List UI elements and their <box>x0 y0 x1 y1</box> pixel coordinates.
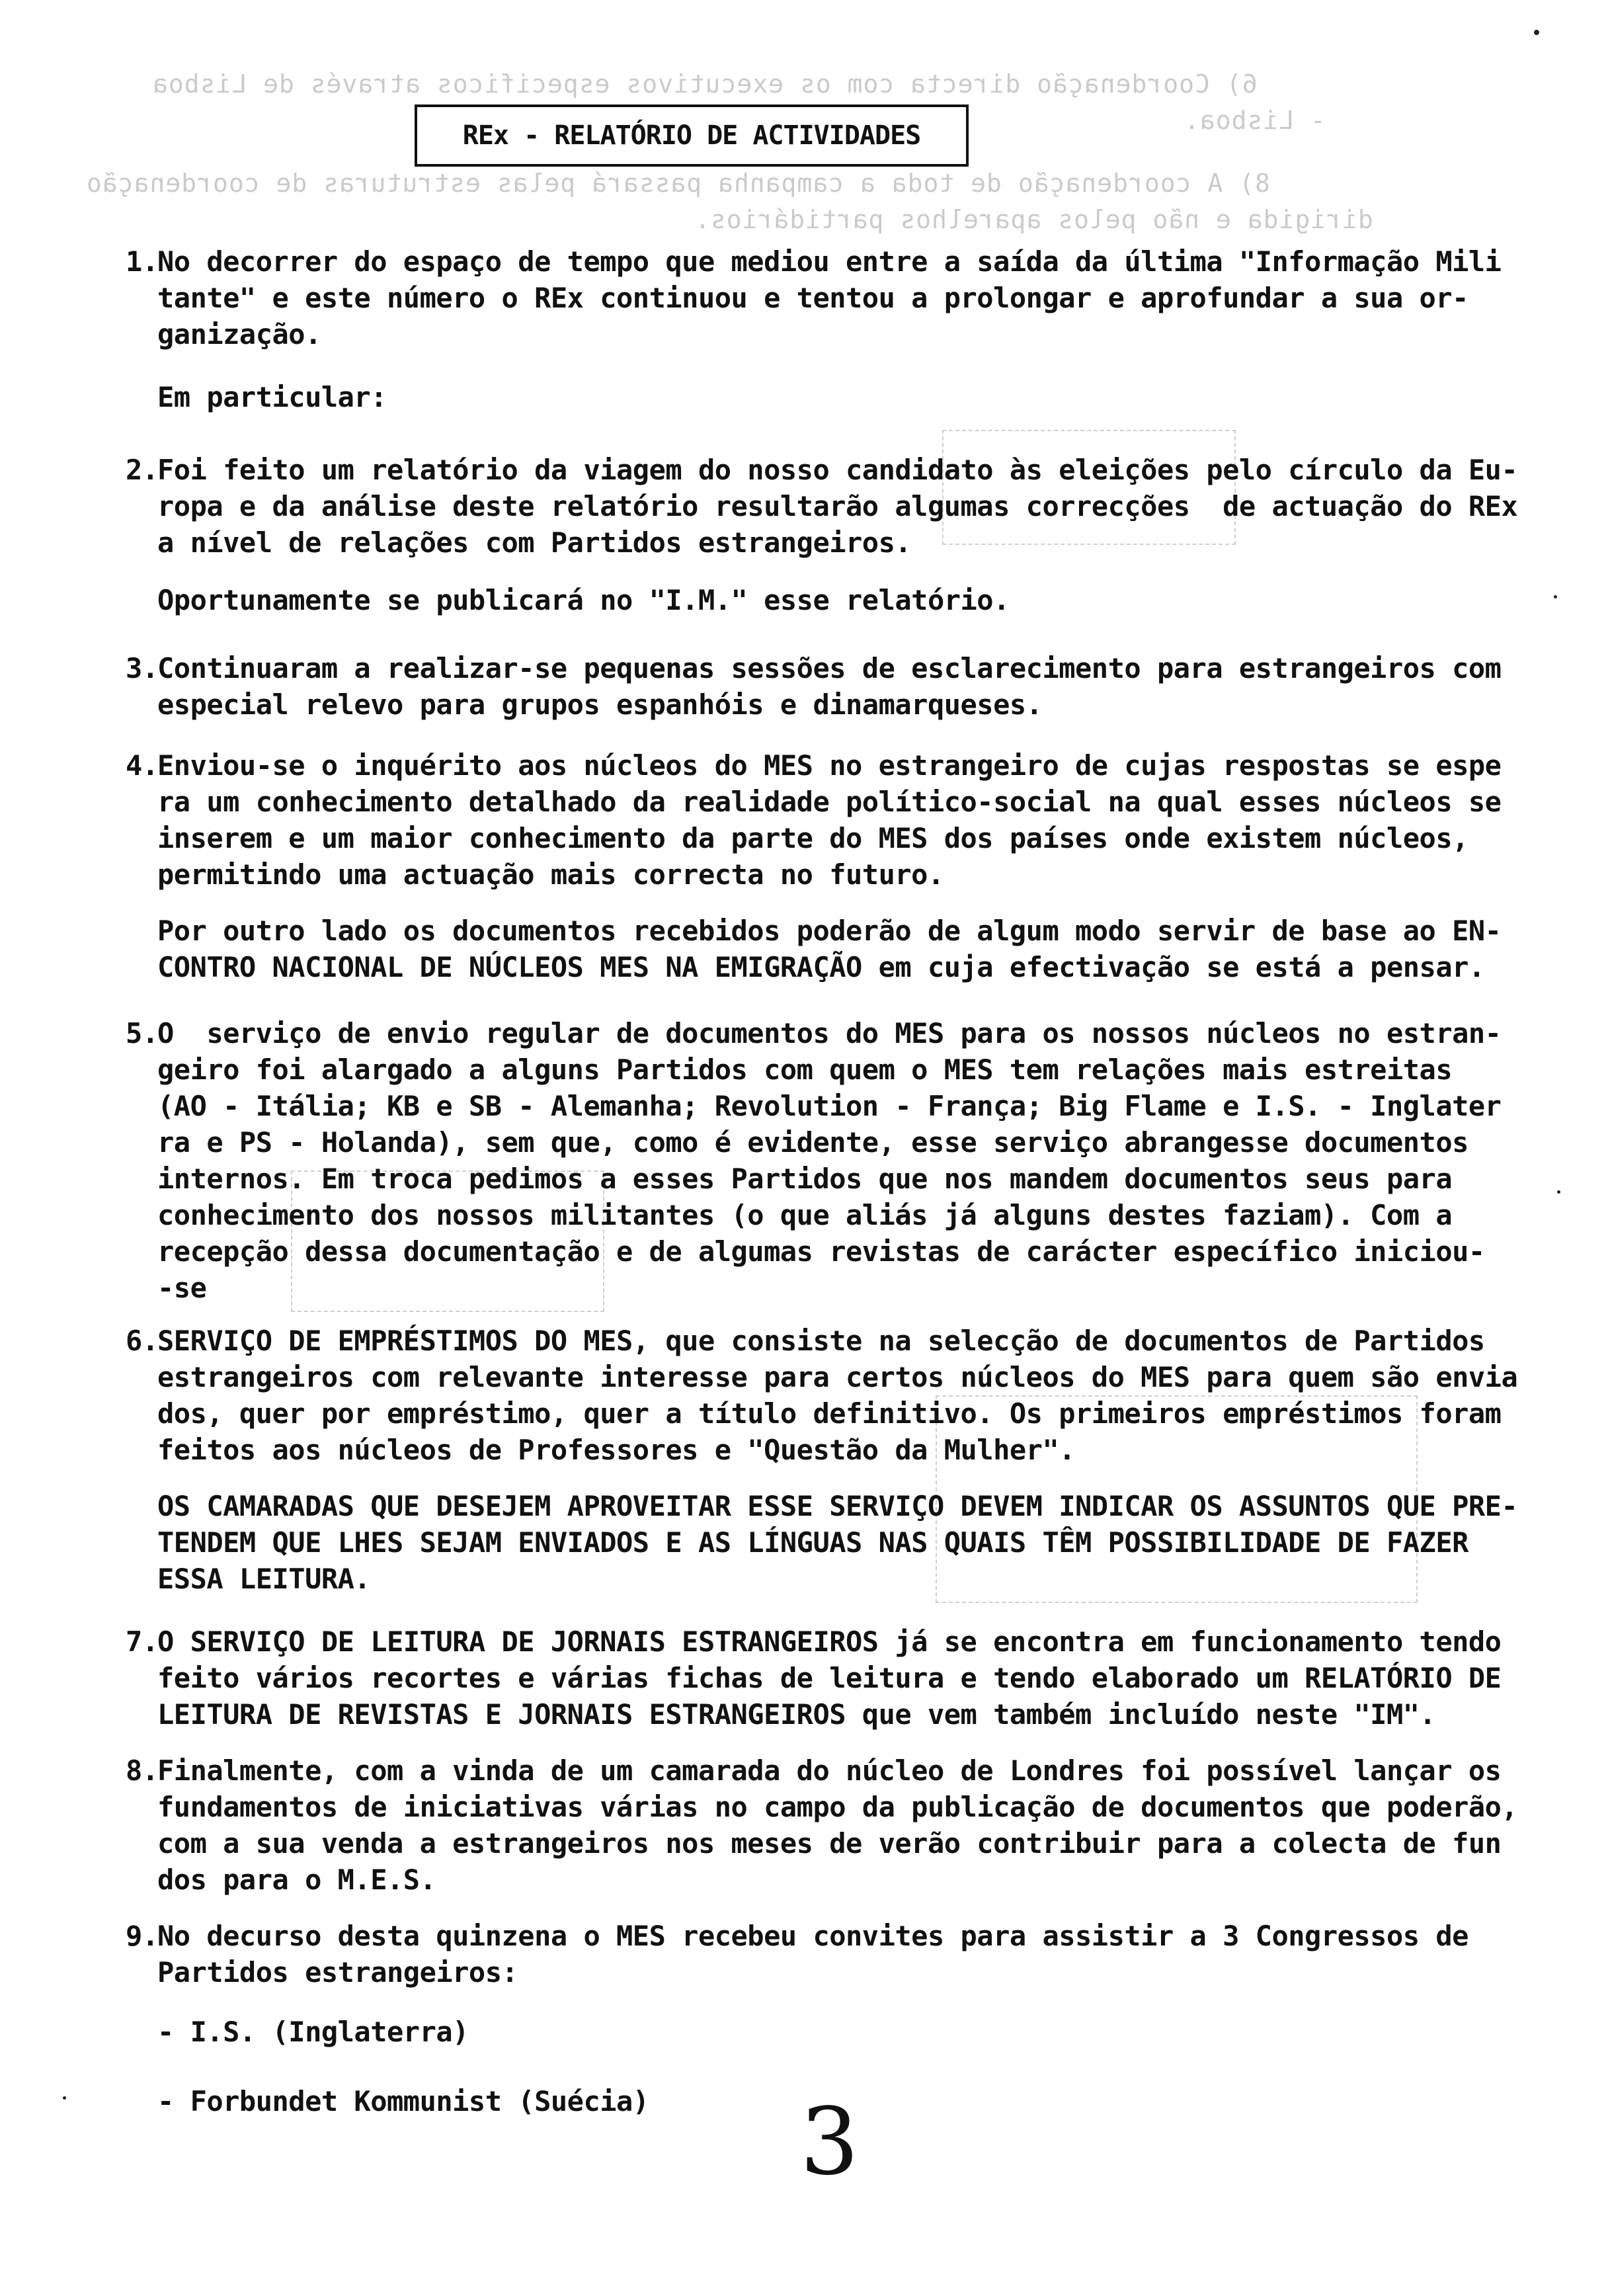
bleed-through-line: 6) Coordenação directa com os executivos especificos através de Lisboa <box>152 69 1258 99</box>
item-number: 8. <box>126 1754 159 1787</box>
document-title: REx - RELATÓRIO DE ACTIVIDADES <box>415 104 969 167</box>
note-paragraph: Por outro lado os documentos recebidos poderão de algum modo servir de base ao EN- CONTRO NACIONAL DE NÚCLEOS MES NA EMIGRAÇÃO em cuja efectivação se está a pensar. <box>157 915 1502 983</box>
list-item: - I.S. (Inglaterra) <box>157 2016 469 2048</box>
item-number: 7. <box>126 1625 159 1658</box>
item-number: 9. <box>126 1920 159 1952</box>
item-3 <box>126 650 1541 723</box>
item-8 <box>126 1752 1541 1898</box>
item-9 <box>126 1918 1541 1990</box>
item-1 <box>126 243 1541 352</box>
item-text: O serviço de envio regular de documentos do MES para os nossos núcleos no estran- geiro foi alargado a alguns Partidos com quem o MES tem relações mais estreitas (AO - Itália; KB e SB - Alemanha; Revolution - França; Big Flame e I.S. - Inglater ra e PS - Holanda), sem que, como é evidente, esse serviço abrangesse documentos internos. Em troca pedimos a esses Partidos que nos mandem documentos seus para conhecimento dos nossos militantes (o que aliás já alguns destes faziam). Com a recepção dessa documentação e de algumas revistas de carácter específico iniciou- -se <box>157 1017 1502 1304</box>
item-text: O SERVIÇO DE LEITURA DE JORNAIS ESTRANGEIROS já se encontra em funcionamento tendo feito vários recortes e várias fichas de leitura e tendo elaborado um RELATÓRIO DE LEITURA DE REVISTAS E JORNAIS ESTRANGEIROS que vem também incluído neste "IM". <box>157 1625 1502 1731</box>
scan-speck <box>63 2096 66 2100</box>
item-2 <box>126 452 1541 561</box>
bleed-through-line: 8) A coordenação de toda a campanha passará pelas estruturas de coordenação <box>86 169 1270 198</box>
item-text: Continuaram a realizar-se pequenas sessões de esclarecimento para estrangeiros com especial relevo para grupos espanhóis e dinamarqueses. <box>157 652 1502 721</box>
notice-paragraph: OS CAMARADAS QUE DESEJEM APROVEITAR ESSE SERVIÇO DEVEM INDICAR OS ASSUNTOS QUE PRE- TENDEM QUE LHES SEJAM ENVIADOS E AS LÍNGUAS NAS QUAIS TÊM POSSIBILIDADE DE FAZER ESSA LEITURA. <box>157 1490 1518 1595</box>
scan-speck <box>1554 595 1557 598</box>
item-number: 2. <box>126 454 159 486</box>
item-number: 4. <box>126 749 159 782</box>
item-number: 5. <box>126 1017 159 1049</box>
item-text: No decorrer do espaço de tempo que mediou entre a saída da última "Informação Mili tante" e este número o REx continuou e tentou a prolongar e aprofundar a sua or- ganização. <box>157 245 1502 350</box>
item-4 <box>126 747 1541 893</box>
item-text: SERVIÇO DE EMPRÉSTIMOS DO MES, que consiste na selecção de documentos de Partidos estrangeiros com relevante interesse para certos núcleos do MES para quem são envia dos, quer por empréstimo, quer a título definitivo. Os primeiros empréstimos foram feitos aos núcleos de Professores e "Questão da Mulher". <box>157 1325 1518 1466</box>
bleed-through-line: dirigida e não pelos aparelhos partidários. <box>694 205 1373 234</box>
subheading: Em particular: <box>157 381 387 413</box>
scan-speck <box>1534 30 1539 35</box>
item-text: No decurso desta quinzena o MES recebeu convites para assistir a 3 Congressos de Partidos estrangeiros: <box>157 1920 1468 1988</box>
handwritten-page-number: 3 <box>800 2088 860 2196</box>
item-7 <box>126 1623 1541 1733</box>
item-text: Enviou-se o inquérito aos núcleos do MES no estrangeiro de cujas respostas se espe ra um conhecimento detalhado da realidade político-social na qual esses núcleos se inserem e um maior conhecimento da parte do MES dos países onde existem núcleos, permitindo uma actuação mais correcta no futuro. <box>157 749 1502 891</box>
scan-speck <box>1557 1190 1560 1194</box>
item-number: 6. <box>126 1325 159 1357</box>
note-paragraph: Oportunamente se publicará no "I.M." esse relatório. <box>157 584 1010 616</box>
list-item: - Forbundet Kommunist (Suécia) <box>157 2085 649 2117</box>
item-number: 3. <box>126 652 159 684</box>
item-5 <box>126 1015 1541 1306</box>
item-number: 1. <box>126 245 159 278</box>
item-6 <box>126 1323 1541 1468</box>
bleed-through-line: - Lisboa. <box>1184 106 1326 135</box>
item-text: Foi feito um relatório da viagem do nosso candidato às eleições pelo círculo da Eu- ropa e da análise deste relatório resultarão algumas correcções de actuação do REx a nível de relações com Partidos estrangeiros. <box>157 454 1518 559</box>
item-text: Finalmente, com a vinda de um camarada do núcleo de Londres foi possível lançar os fundamentos de iniciativas várias no campo da publicação de documentos que poderão, com a sua venda a estrangeiros nos meses de verão contribuir para a colecta de fun dos para o M.E.S. <box>157 1754 1518 1896</box>
